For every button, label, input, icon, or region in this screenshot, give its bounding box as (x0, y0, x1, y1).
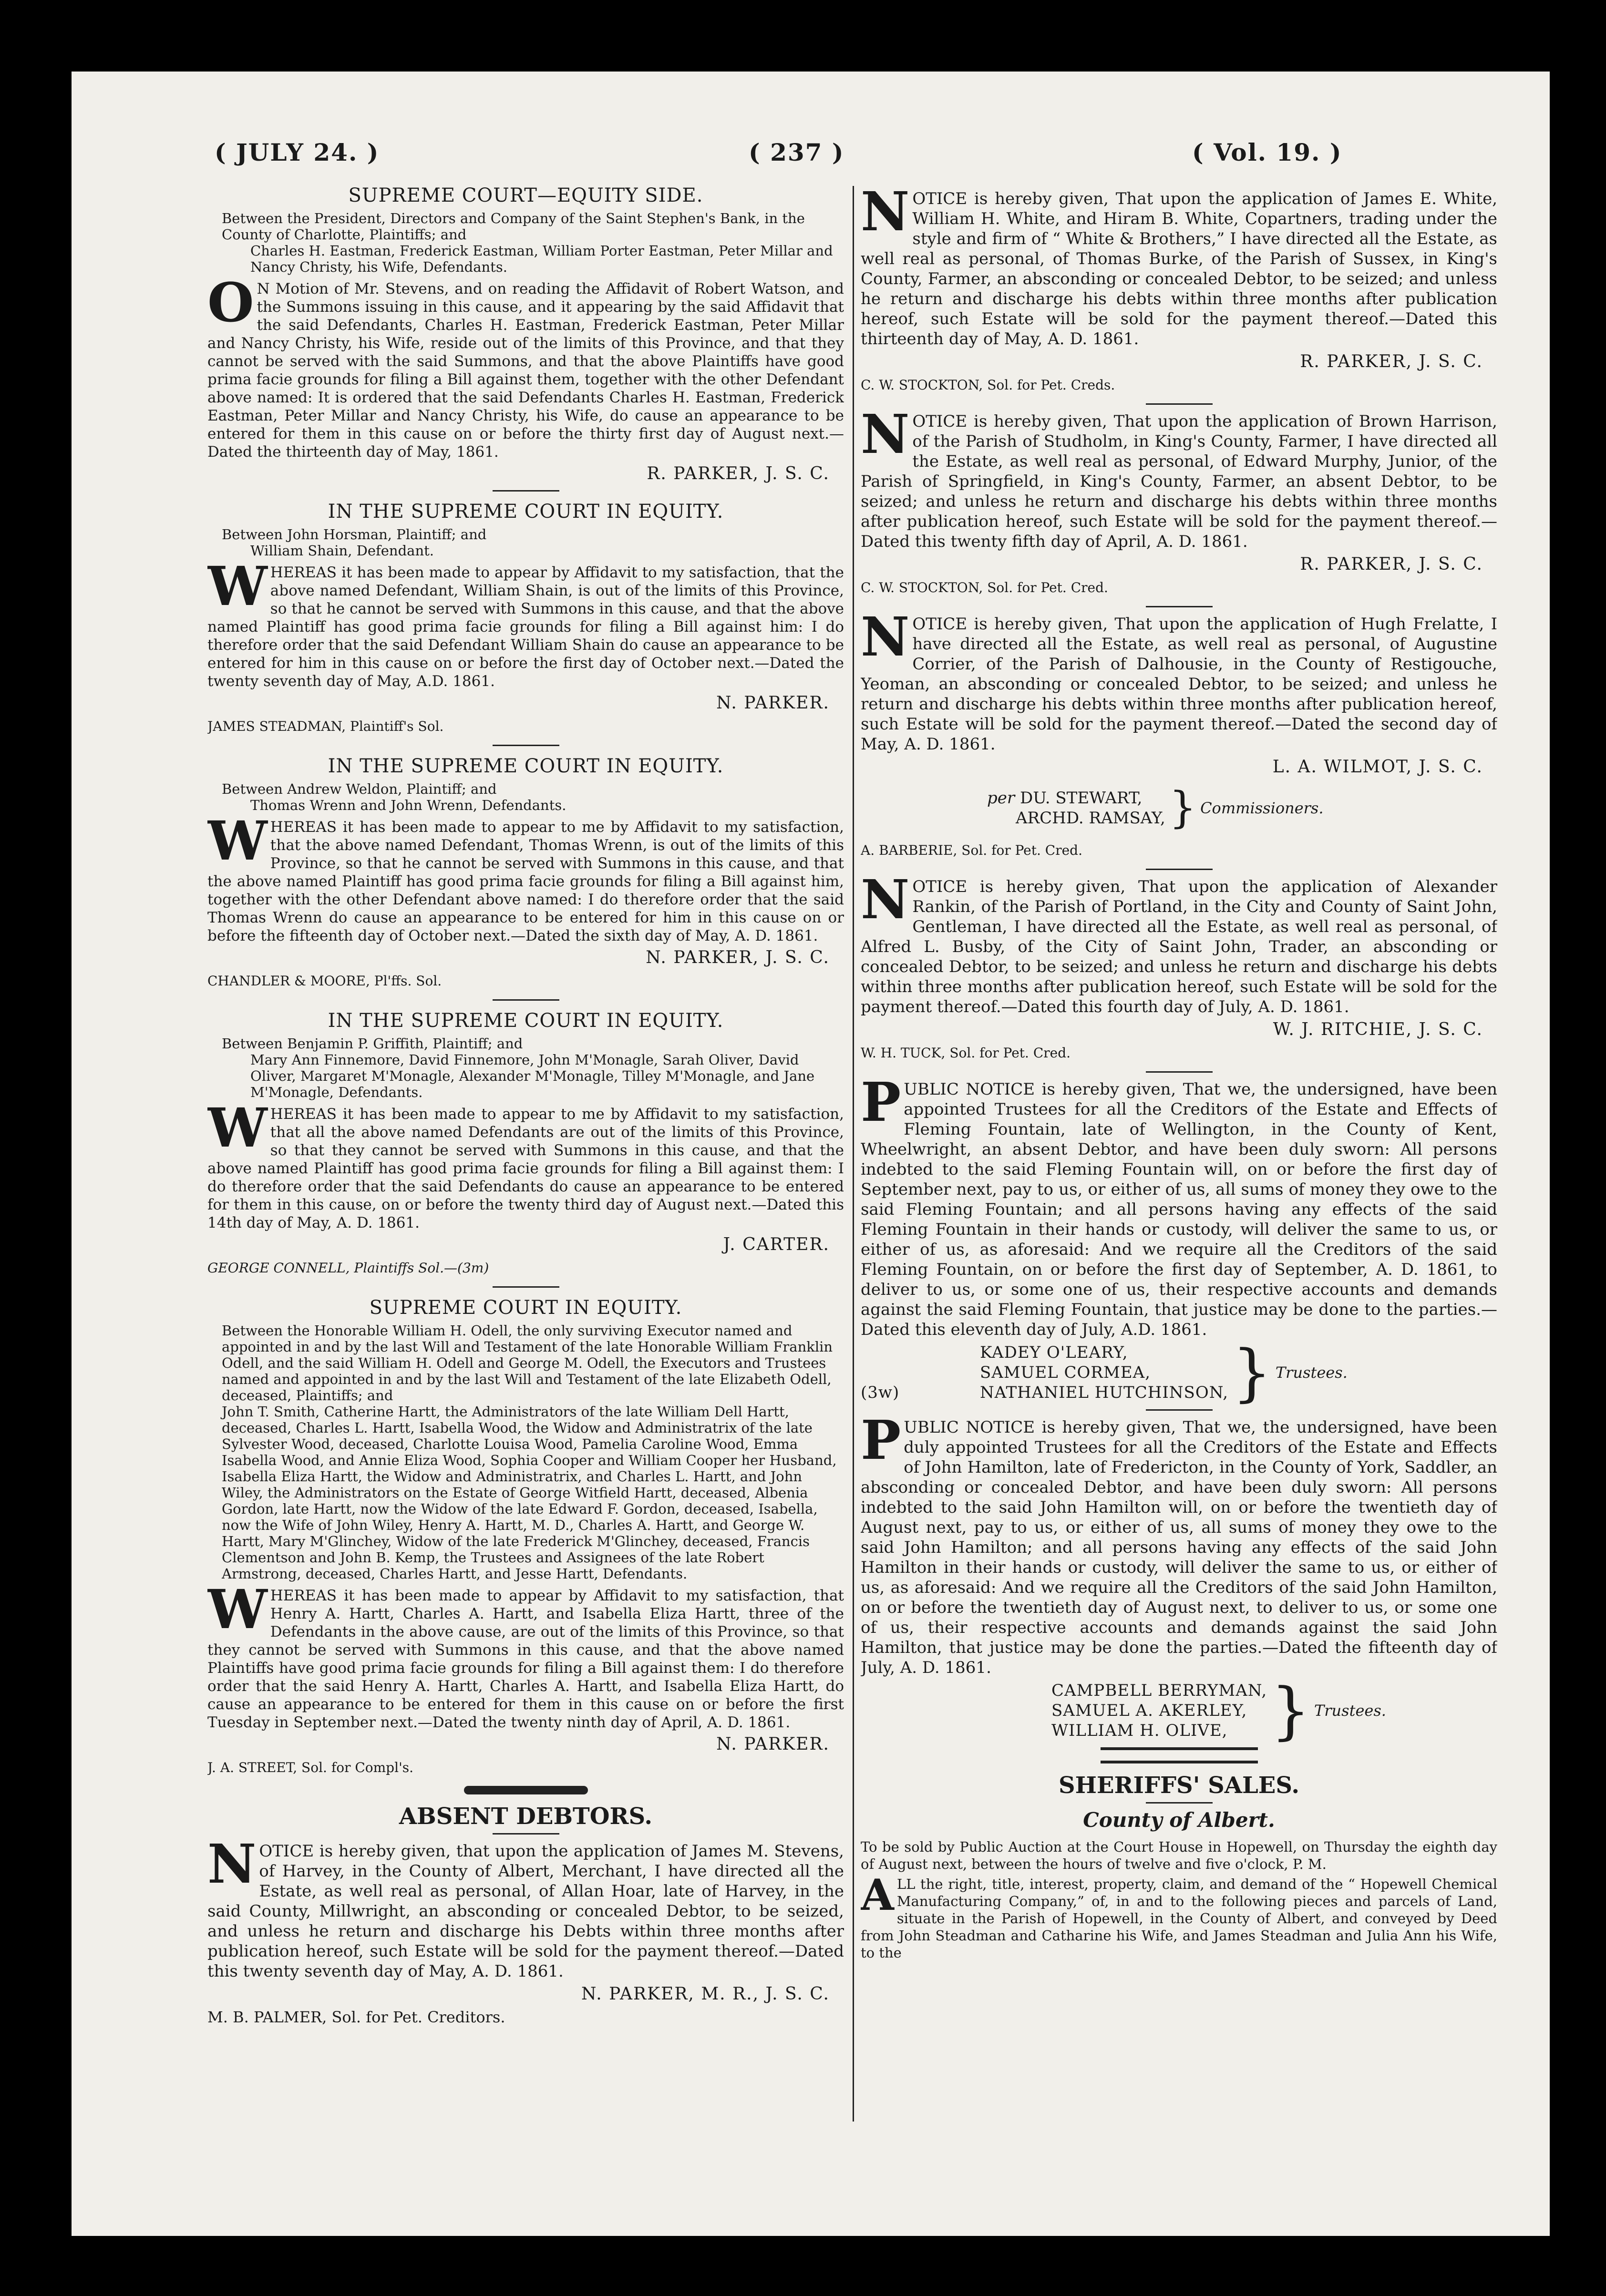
judge-signature: L. A. WILMOT, J. S. C. (1272, 757, 1483, 777)
ornament-rule (464, 1786, 588, 1794)
separator-rule (493, 490, 559, 492)
notice-text: OTICE is hereby given, That upon the application of Brown Harrison, of the Parish of Studholm, in King's County, Farmer, I have directed all the Estate, as well real as personal, of Edward Murphy, Junior, of the Parish of Springfield, in King's County, Farmer, an absent Debtor, to be seized; and unless he return and discharge his debts within three months after publication hereof, such Estate will be sold for the payment thereof.—Dated this twenty fifth day of April, A. D. 1861. (861, 412, 1497, 551)
newspaper-page (72, 72, 1550, 2236)
notice-harrison-murphy (861, 403, 1497, 597)
trustees-block (861, 1674, 1497, 1747)
solicitor-line: C. W. STOCKTON, Sol. for Pet. Cred. (861, 580, 1108, 595)
page-number: ( 237 ) (749, 138, 844, 166)
trustee-name: SAMUEL CORMEA, (980, 1363, 1151, 1382)
brace-glyph: } (1271, 1674, 1310, 1747)
page-header (72, 138, 1550, 176)
notice-heading: IN THE SUPREME COURT IN EQUITY. (328, 501, 724, 523)
trustee-names (861, 1343, 1228, 1403)
commissioners-label: Commissioners. (1200, 799, 1324, 817)
trustee-name: SAMUEL A. AKERLEY, (1051, 1701, 1247, 1720)
notice-body (207, 555, 844, 690)
right-column (861, 186, 1497, 2236)
judge-signature: J. CARTER. (723, 1235, 830, 1254)
party-line: Between John Horsman, Plaintiff; and (222, 526, 487, 543)
judge-signature: R. PARKER, J. S. C. (1300, 352, 1483, 371)
party-line: Charles H. Eastman, Frederick Eastman, William Porter Eastman, Peter Millar and Nancy Christy, his Wife, Defendants. (250, 243, 833, 275)
notice-heading: SUPREME COURT IN EQUITY. (369, 1297, 682, 1319)
separator-rule (1146, 1802, 1213, 1804)
separator-rule (1146, 869, 1213, 870)
drop-cap: W (207, 555, 268, 618)
notice-body (861, 403, 1497, 552)
drop-cap: W (207, 810, 268, 872)
drop-cap: N (861, 403, 910, 466)
separator-rule (1146, 403, 1213, 405)
notice-text: UBLIC NOTICE is hereby given, That we, the undersigned, have been appointed Trustees for all the Creditors of the Estate and Effects of Fleming Fountain, late of Wellington, in the County of Kent, Wheelwright, an absent Debtor, and have been duly sworn: All persons indebted to the said Fleming Fountain will, on or before the first day of September next, pay to us, or either of us, all sums of money they owe to the said Fleming Fountain; and all persons having any effects of the said Fleming Fountain in their hands or custody, will deliver the same to us, or either of us, as aforesaid: And we require all the Creditors of the said Fleming Fountain, on or before the first day of September, A. D. 1861, to deliver to us, or some one of us, their respective accounts and demands against the said Fleming Fountain, that justice may be done to the parties.—Dated this eleventh day of July, A.D. 1861. (861, 1080, 1497, 1339)
party-line: Between the President, Directors and Company of the Saint Stephen's Bank, in the County of Charlotte, Plaintiffs; and (222, 210, 805, 243)
separator-rule (1146, 606, 1213, 607)
judge-signature: N. PARKER. (716, 693, 830, 713)
separator-rule (493, 1286, 559, 1288)
solicitor-line: C. W. STOCKTON, Sol. for Pet. Creds. (861, 377, 1115, 393)
notice-text: UBLIC NOTICE is hereby given, That we, the undersigned, have been duly appointed Trustees for all the Creditors of the Estate and Effects of John Hamilton, late of Fredericton, in the County of York, Saddler, an absconding or concealed Debtor, and have been duly sworn: All persons indebted to the said John Hamilton will, on or before the twentieth day of August next, pay to us, or either of us, all sums of money they owe to the said John Hamilton; and all persons having any effects of the said John Hamilton in their hands or custody, will deliver the same to us, or either of us, as aforesaid: And we require all the Creditors of the said John Hamilton, on or before the twentieth day of August next, to deliver to us, or some one of us, their respective accounts and demands against the said John Hamilton, that justice may be done the parties.—Dated the fifteenth day of July, A. D. 1861. (861, 1418, 1497, 1677)
brace-glyph: } (1232, 1336, 1272, 1409)
drop-cap: N (207, 1833, 257, 1896)
notice-text: HEREAS it has been made to appear to me by Affidavit to my satisfaction, that the above named Defendant, Thomas Wrenn, is out of the limits of this Province, so that he cannot be served with Summons in this cause, and that the above named Plaintiff has good prima facie grounds for filing a Bill against him, together with the other Defendant above named: I do therefore order that the said Thomas Wrenn do cause an appearance to be entered for him in this cause on or before the fifteenth day of October next.—Dated the sixth day of May, A. D. 1861. (207, 819, 844, 944)
solicitor-line: J. A. STREET, Sol. for Compl's. (207, 1760, 414, 1775)
commissioner-name: ARCHD. RAMSAY, (1016, 809, 1165, 828)
notice-parties (222, 1322, 844, 1582)
notice-odell-hartt (207, 1298, 844, 1777)
drop-cap: O (207, 272, 254, 334)
party-line: John T. Smith, Catherine Hartt, the Administrators of the late William Dell Hartt, deceased, Charles L. Hartt, Isabella Wood, the Widow and Administratrix of the late Sylvester Wood, deceased, Charlotte Louisa Wood, Pamelia Caroline Wood, Emma Isabella Wood, and Annie Eliza Wood, Sophia Cooper and William Cooper her Husband, Isabella Eliza Hartt, the Widow and Administratrix, and Charles L. Hartt, and John Wiley, the Administrators on the Estate of George Witfield Hartt, deceased, Albenia Gordon, late Hartt, now the Widow of the late Edward F. Gordon, deceased, Isabella, now the Wife of John Wiley, Henry A. Hartt, M. D., Charles A. Hartt, and George W. Hartt, Mary M'Glinchey, Widow of the late Frederick M'Glinchey, deceased, Francis Clementson and John B. Kemp, the Trustees and Assignees of the late Robert Armstrong, deceased, Charles Hartt, and Jesse Hartt, Defendants. (222, 1404, 837, 1582)
party-line: Thomas Wrenn and John Wrenn, Defendants. (250, 797, 566, 813)
trustees-block (861, 1336, 1497, 1409)
drop-cap: N (861, 606, 910, 668)
left-column (207, 186, 844, 2236)
judge-signature: R. PARKER, J. S. C. (647, 464, 830, 483)
drop-cap: W (207, 1578, 268, 1641)
solicitor-line: W. H. TUCK, Sol. for Pet. Cred. (861, 1045, 1071, 1061)
trustee-name: CAMPBELL BERRYMAN, (1051, 1681, 1267, 1700)
notice-body (861, 869, 1497, 1017)
sale-body (861, 1870, 1497, 1961)
drop-cap: W (207, 1097, 268, 1159)
separator-rule (493, 745, 559, 746)
notice-text: HEREAS it has been made to appear by Affidavit to my satisfaction, that the above named Defendant, William Shain, is out of the limits of this Province, so that he cannot be served with Summons in this cause, and that the above named Plaintiff has good prima facie grounds for filing a Bill against him: I do therefore order that the said Defendant William Shain do cause an appearance to be entered for him in this cause on or before the first day of October next.—Dated the twenty seventh day of May, A.D. 1861. (207, 564, 844, 690)
notice-white-burke (861, 186, 1497, 395)
judge-signature: R. PARKER, J. S. C. (1300, 554, 1483, 574)
notice-heading: IN THE SUPREME COURT IN EQUITY. (328, 1010, 724, 1032)
solicitor-line: GEORGE CONNELL, Plaintiffs Sol.—(3m) (207, 1260, 489, 1276)
notice-frelatte-corrier (861, 606, 1497, 860)
judge-signature: N. PARKER. (716, 1734, 830, 1754)
notice-text: HEREAS it has been made to appear to me by Affidavit to my satisfaction, that all the above named Defendants are out of the limits of this Province, so that they cannot be served with Summons in this cause, and that the above named Plaintiff has good prima facie grounds for filing a Bill against them: I do therefore order that the said Defendants do cause an appearance to be entered for them in this cause, on or before the twenty third day of August next.—Dated this 14th day of May, A. D. 1861. (207, 1106, 844, 1231)
drop-cap: P (861, 1071, 901, 1134)
absent-debtors-heading: ABSENT DEBTORS. (399, 1803, 653, 1830)
notice-griffith-finnemore (207, 1011, 844, 1278)
sheriffs-sales-heading: SHERIFFS' SALES. (1058, 1772, 1300, 1799)
party-line: Between Andrew Weldon, Plaintiff; and (222, 781, 497, 797)
trustee-name: KADEY O'LEARY, (980, 1343, 1128, 1362)
column-divider (853, 186, 854, 2122)
notice-horsman-shain (207, 502, 844, 736)
sale-text: LL the right, title, interest, property, claim, and demand of the “ Hopewell Chemical Manufacturing Company,” of, in and to the following pieces and parcels of Land, situate in the Parish of Hopewell, in the County of Albert, and conveyed by Deed from John Steadman and Catharine his Wife, and James Steadman and Julia Ann his Wife, to the (861, 1876, 1497, 1961)
notice-body (861, 1071, 1497, 1340)
judge-signature: N. PARKER, M. R., J. S. C. (581, 1984, 830, 2004)
brace-glyph: } (1169, 783, 1197, 833)
trustee-last-row (861, 1383, 1229, 1403)
notice-body (207, 272, 844, 461)
notice-body (861, 186, 1497, 349)
notice-rankin-busby (861, 869, 1497, 1063)
trustee-names (861, 1681, 1267, 1741)
commissioners-block (861, 779, 1497, 837)
notice-body (207, 810, 844, 945)
notice-body (207, 1578, 844, 1732)
commissioner-names (861, 788, 1165, 828)
notice-body (207, 1833, 844, 1981)
volume-number: ( Vol. 19. ) (1192, 138, 1342, 166)
party-line: William Shain, Defendant. (250, 543, 434, 559)
county-heading: County of Albert. (1083, 1808, 1275, 1832)
solicitor-line: A. BARBERIE, Sol. for Pet. Cred. (861, 842, 1083, 858)
separator-rule (1146, 1409, 1213, 1411)
notice-text: OTICE is hereby given, That upon the application of Alexander Rankin, of the Parish of Portland, in the City and County of Saint John, Gentleman, I have directed all the Estate, as well real as personal, of Alfred L. Busby, of the City of Saint John, Trader, an absconding or concealed Debtor, to be seized; and unless he return and discharge his debts within three months after publication hereof, such Estate will be sold for the payment thereof.—Dated this fourth day of July, A. D. 1861. (861, 877, 1497, 1016)
notice-saint-stephens-bank (207, 186, 844, 483)
notice-fleming-fountain (861, 1071, 1497, 1409)
notice-body (861, 1409, 1497, 1678)
separator-rule (1146, 1071, 1213, 1073)
trustee-name: WILLIAM H. OLIVE, (1051, 1721, 1228, 1740)
notice-text: N Motion of Mr. Stevens, and on reading the Affidavit of Robert Watson, and the Summons issuing in this cause, and it appearing by the said Affidavit that the said Defendants, Charles H. Eastman, Frederick Eastman, Peter Millar and Nancy Christy, his Wife, reside out of the limits of this Province, and that they cannot be served with the said Summons, and that the above Plaintiffs have good prima facie grounds for filing a Bill against them, together with the other Defendant above named: It is ordered that the said Defendants Charles H. Eastman, Frederick Eastman, Peter Millar and Nancy Christy, his Wife, do cause an appearance to be entered for them in this cause on or before the thirty first day of August next.—Dated the thirteenth day of May, 1861. (207, 280, 844, 461)
notice-parties (222, 210, 844, 275)
trustees-label: Trustees. (1275, 1363, 1348, 1382)
notice-parties (222, 781, 844, 813)
trustee-name: NATHANIEL HUTCHINSON, (980, 1383, 1229, 1402)
party-line: Mary Ann Finnemore, David Finnemore, John M'Monagle, Sarah Oliver, David Oliver, Margaret M'Monagle, Alexander M'Monagle, Tilley M'Monagle, and Jane M'Monagle, Defendants. (250, 1052, 815, 1100)
trustees-label: Trustees. (1314, 1701, 1386, 1720)
insertion-mark: (3w) (861, 1383, 900, 1402)
drop-cap: N (861, 869, 910, 931)
notice-weldon-wrenn (207, 757, 844, 991)
drop-cap: A (861, 1870, 894, 1920)
notice-text: HEREAS it has been made to appear by Affidavit to my satisfaction, that Henry A. Hartt, Charles A. Hartt, and Isabella Eliza Hartt, three of the Defendants in the above cause, are out of the limits of this Province, so that they cannot be served with Summons in this cause, and that the above named Plaintiffs have good prima facie grounds for filing a Bill against them: I do therefore order that the said Henry A. Hartt, Charles A. Hartt, and Isabella Eliza Hartt, do cause an appearance to be entered for them in this cause on or before the first Tuesday in September next.—Dated the twenty ninth day of April, A. D. 1861. (207, 1587, 844, 1731)
party-line: Between the Honorable William H. Odell, the only surviving Executor named and appointed in and by the last Will and Testament of the late Honorable William Franklin Odell, and the said William H. Odell and George M. Odell, the Executors and Trustees named and appointed in and by the last Will and Testament of the late Elizabeth Odell, deceased, Plaintiffs; and (222, 1322, 833, 1404)
solicitor-line: JAMES STEADMAN, Plaintiff's Sol. (207, 718, 444, 734)
solicitor-line: CHANDLER & MOORE, Pl'ffs. Sol. (207, 973, 442, 989)
judge-signature: W. J. RITCHIE, J. S. C. (1273, 1020, 1483, 1039)
notice-text: OTICE is hereby given, That upon the application of James E. White, William H. White, and Hiram B. White, Copartners, trading under the style and firm of “ White & Brothers,” I have directed all the Estate, as well real as personal, of Thomas Burke, of the Parish of Sussex, in King's County, Farmer, an absconding or concealed Debtor, to be seized; and unless he return and discharge his debts within three months after publication hereof, such Estate will be sold for the payment thereof.—Dated this thirteenth day of May, A. D. 1861. (861, 189, 1497, 348)
per-word: per (987, 789, 1015, 808)
drop-cap: N (861, 186, 910, 243)
judge-signature: N. PARKER, J. S. C. (646, 948, 830, 967)
notice-john-hamilton (861, 1409, 1497, 1747)
issue-date: ( JULY 24. ) (215, 138, 380, 166)
separator-rule (493, 1833, 559, 1835)
notice-text: OTICE is hereby given, That upon the application of Hugh Frelatte, I have directed all the Estate, as well real as personal, of Augustine Corrier, of the Parish of Dalhousie, in the County of Restigouche, Yeoman, an absconding or concealed Debtor, to be seized; and unless he return and discharge his debts within three months after publication hereof, such Estate will be sold for the payment thereof.—Dated the second day of May, A. D. 1861. (861, 615, 1497, 754)
notice-heading: IN THE SUPREME COURT IN EQUITY. (328, 755, 724, 777)
drop-cap: P (861, 1409, 901, 1472)
notice-body (861, 606, 1497, 754)
notice-text: OTICE is hereby given, that upon the application of James M. Stevens, of Harvey, in the County of Albert, Merchant, I have directed all the Estate, as well real as personal, of Allan Hoar, late of Harvey, in the said County, Millwright, an absconding or concealed Debtor, to be seized, and unless he return and discharge his Debts within three months after publication hereof, such Estate will be sold for the payment thereof.—Dated this twenty seventh day of May, A. D. 1861. (207, 1842, 844, 1981)
solicitor-line: M. B. PALMER, Sol. for Pet. Creditors. (207, 2008, 505, 2026)
double-rule (1101, 1747, 1258, 1763)
notice-parties (222, 1035, 844, 1100)
notice-parties (222, 526, 844, 559)
notice-stevens-hoar (207, 1833, 844, 2027)
notice-body (207, 1097, 844, 1232)
commissioner-name: DU. STEWART, (1019, 789, 1143, 808)
sale-intro: To be sold by Public Auction at the Court House in Hopewell, on Thursday the eighth day of August next, between the hours of twelve and five o'clock, P. M. (861, 1839, 1497, 1872)
party-line: Between Benjamin P. Griffith, Plaintiff; and (222, 1035, 523, 1052)
separator-rule (493, 999, 559, 1001)
notice-heading: SUPREME COURT—EQUITY SIDE. (348, 186, 703, 206)
